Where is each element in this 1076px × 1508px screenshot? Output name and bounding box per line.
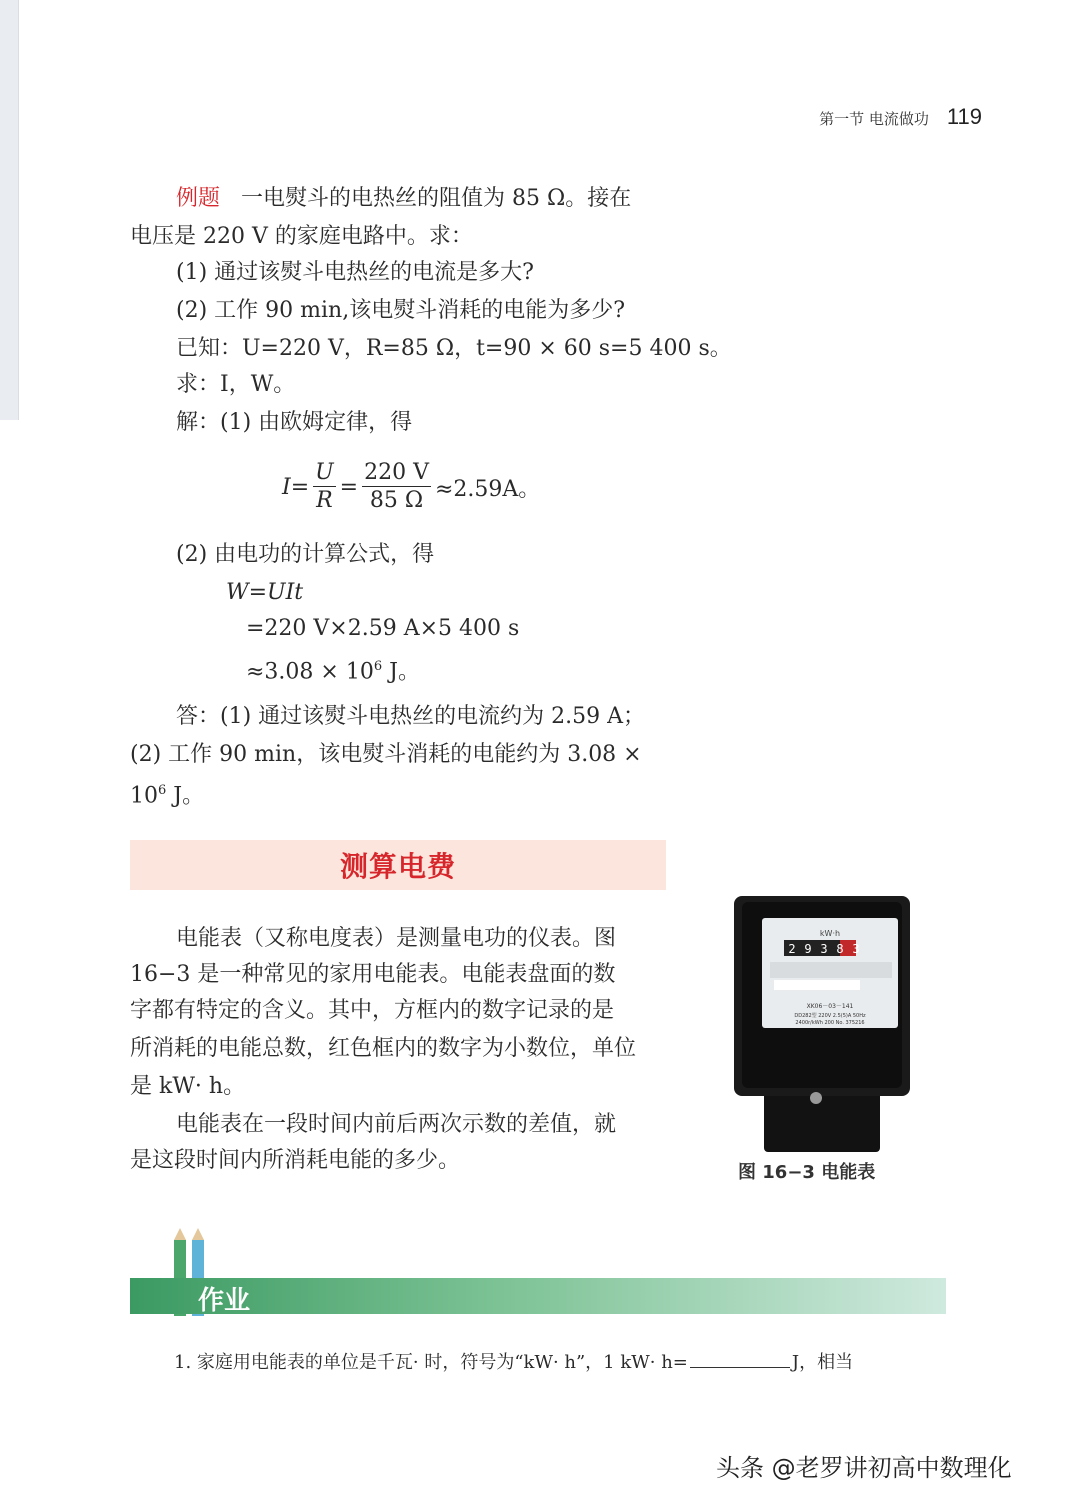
meter-model: XK06－03－141 bbox=[806, 1003, 854, 1010]
watermark: 头条 @老罗讲初高中数理化 bbox=[716, 1454, 1012, 1482]
page-number: 119 bbox=[946, 104, 982, 129]
example-line-2: 电压是 220 V 的家庭电路中。求： bbox=[130, 224, 473, 249]
subheading-text: 测算电费 bbox=[339, 850, 456, 883]
fraction-denominator: 85 Ω bbox=[369, 488, 424, 513]
question-2: (2) 工作 90 min,该电熨斗消耗的电能为多少? bbox=[176, 298, 625, 323]
fraction-denominator: R bbox=[316, 488, 333, 513]
known-values: 已知：U=220 V，R=85 Ω，t=90 × 60 s=5 400 s。 bbox=[176, 336, 732, 361]
body-line: 字都有特定的含义。其中，方框内的数字记录的是 bbox=[130, 998, 615, 1023]
question-1: (1) 通过该熨斗电热丝的电流是多大? bbox=[176, 260, 534, 285]
work-unit: J。 bbox=[382, 659, 420, 685]
find-values: 求：I，W。 bbox=[176, 372, 296, 397]
example-text-1: 一电熨斗的电热丝的阻值为 85 Ω。接在 bbox=[241, 186, 632, 211]
question-text: 1. 家庭用电能表的单位是千瓦· 时，符号为“kW· h”，1 kW· h= bbox=[174, 1352, 688, 1373]
question-text-end: J，相当 bbox=[791, 1352, 854, 1373]
homework-title: 作业 bbox=[198, 1286, 251, 1316]
answer-unit: J。 bbox=[166, 783, 205, 809]
work-result: ≈3.08 × 10 bbox=[246, 659, 374, 685]
body-line: 电能表在一段时间内前后两次示数的差值，就 bbox=[176, 1112, 617, 1137]
example-line-1 bbox=[176, 184, 631, 214]
meter-decimal-digit: 3 bbox=[852, 942, 860, 956]
solution-1: 解：(1) 由欧姆定律，得 bbox=[176, 410, 413, 435]
body-line: 16−3 是一种常见的家用电能表。电能表盘面的数 bbox=[130, 962, 616, 987]
meter-specs: DD282型 220V 2.5(5)A 50Hz bbox=[794, 1013, 866, 1019]
formula-lhs: I= bbox=[282, 475, 310, 500]
page-edge bbox=[0, 0, 19, 420]
meter-digit: 3 bbox=[820, 942, 828, 956]
answer-3 bbox=[130, 776, 204, 811]
meter-unit-label: kW·h bbox=[819, 929, 841, 938]
fraction-u-r bbox=[313, 460, 336, 515]
electric-meter-photo bbox=[734, 896, 910, 1156]
work-formula-2: =220 V×2.59 A×5 400 s bbox=[246, 616, 520, 641]
meter-digit: 8 bbox=[836, 942, 844, 956]
formula-result: ≈2.59A。 bbox=[434, 477, 541, 502]
work-exponent: 6 bbox=[373, 659, 383, 674]
body-line: 是 kW· h。 bbox=[130, 1074, 246, 1099]
figure-caption: 图 16−3 电能表 bbox=[738, 1162, 876, 1183]
answer-2: (2) 工作 90 min，该电熨斗消耗的电能约为 3.08 × bbox=[130, 742, 642, 767]
solution-2: (2) 由电功的计算公式，得 bbox=[176, 542, 435, 567]
meter-digit: 2 bbox=[788, 942, 796, 956]
ohm-formula bbox=[282, 460, 540, 515]
page-header bbox=[760, 104, 982, 130]
meter-digit: 9 bbox=[804, 942, 812, 956]
homework-question-1 bbox=[174, 1348, 853, 1374]
answer-1: 答：(1) 通过该熨斗电热丝的电流约为 2.59 A； bbox=[176, 704, 646, 729]
answer-base: 10 bbox=[130, 783, 158, 809]
formula-equals: = bbox=[339, 475, 359, 500]
example-label: 例题 bbox=[176, 186, 221, 211]
section-subheading bbox=[130, 840, 666, 890]
body-line: 所消耗的电能总数，红色框内的数字为小数位，单位 bbox=[130, 1036, 637, 1061]
answer-exponent: 6 bbox=[158, 783, 167, 798]
work-formula-3 bbox=[246, 652, 420, 687]
body-line: 电能表（又称电度表）是测量电功的仪表。图 bbox=[176, 926, 617, 951]
fraction-values bbox=[362, 460, 431, 515]
section-title: 第一节 电流做功 bbox=[819, 110, 929, 128]
homework-bar bbox=[130, 1278, 946, 1314]
answer-blank[interactable] bbox=[690, 1367, 790, 1368]
fraction-numerator: 220 V bbox=[364, 460, 429, 485]
fraction-numerator: U bbox=[315, 460, 334, 485]
body-line: 是这段时间内所消耗电能的多少。 bbox=[130, 1148, 461, 1173]
meter-specs-2: 2400r/kWh 200 No. 375216 bbox=[795, 1020, 865, 1026]
work-formula-1: W=UIt bbox=[226, 580, 304, 605]
